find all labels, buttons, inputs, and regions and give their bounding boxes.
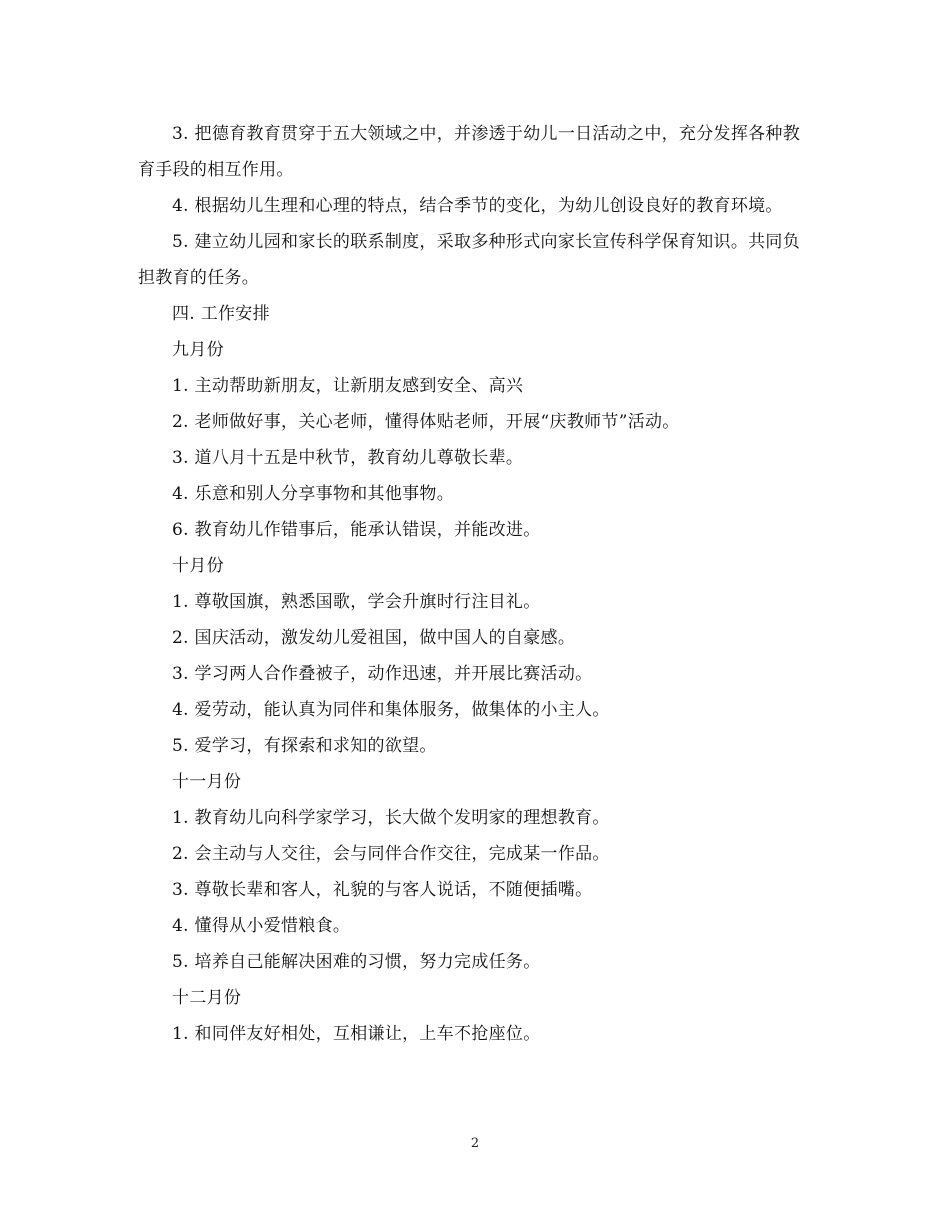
list-item: 2. 会主动与人交往，会与同伴合作交往，完成某一作品。	[172, 844, 610, 864]
month-heading-october: 十月份	[172, 556, 224, 576]
month-heading-november: 十一月份	[172, 772, 242, 792]
list-item: 2. 国庆活动，激发幼儿爱祖国，做中国人的自豪感。	[172, 628, 576, 648]
document-body	[138, 116, 814, 1052]
list-item: 2. 老师做好事，关心老师，懂得体贴老师，开展“庆教师节”活动。	[172, 412, 680, 432]
section-heading-work-plan: 四. 工作安排	[172, 304, 270, 324]
list-item: 6. 教育幼儿作错事后，能承认错误，并能改进。	[172, 520, 541, 540]
list-item: 4. 爱劳动，能认真为同伴和集体服务，做集体的小主人。	[172, 700, 610, 720]
list-item: 1. 和同伴友好相处，互相谦让，上车不抢座位。	[172, 1024, 541, 1044]
paragraph-3: 5. 建立幼儿园和家长的联系制度，采取多种形式向家长宣传科学保育知识。共同负担教育的任务。	[138, 232, 801, 288]
list-item: 3. 尊敬长辈和客人，礼貌的与客人说话，不随便插嘴。	[172, 880, 593, 900]
list-item: 4. 懂得从小爱惜粮食。	[172, 916, 351, 936]
paragraph-2: 4. 根据幼儿生理和心理的特点，结合季节的变化，为幼儿创设良好的教育环境。	[172, 196, 783, 216]
paragraph-1: 3. 把德育教育贯穿于五大领域之中，并渗透于幼儿一日活动之中，充分发挥各种教育手段的相互作用。	[138, 124, 801, 180]
list-item: 5. 爱学习，有探索和求知的欲望。	[172, 736, 437, 756]
list-item: 3. 道八月十五是中秋节，教育幼儿尊敬长辈。	[172, 448, 524, 468]
list-item: 1. 主动帮助新朋友，让新朋友感到安全、高兴	[172, 376, 524, 396]
list-item: 3. 学习两人合作叠被子，动作迅速，并开展比赛活动。	[172, 664, 593, 684]
list-item: 4. 乐意和别人分享事物和其他事物。	[172, 484, 455, 504]
page-number: 2	[470, 1136, 480, 1151]
list-item: 5. 培养自己能解决困难的习惯，努力完成任务。	[172, 952, 541, 972]
list-item: 1. 教育幼儿向科学家学习，长大做个发明家的理想教育。	[172, 808, 610, 828]
month-heading-september: 九月份	[172, 340, 224, 360]
list-item: 1. 尊敬国旗，熟悉国歌，学会升旗时行注目礼。	[172, 592, 541, 612]
month-heading-december: 十二月份	[172, 988, 242, 1008]
